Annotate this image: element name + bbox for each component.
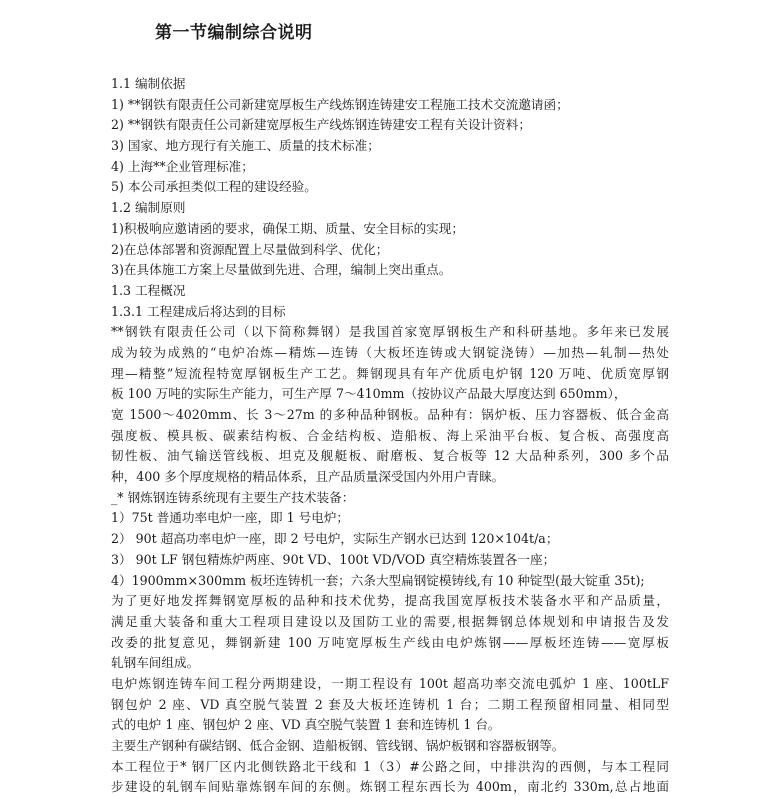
paragraph-line: 种，400 多个厚度规格的精品体系，且产品质量深受国内外用户青睐。 <box>111 469 505 485</box>
principle-item-1: 1)积极响应邀请函的要求，确保工期、质量、安全目标的实现； <box>111 220 464 236</box>
document-body <box>111 74 669 798</box>
paragraph-line: 步建设的轧钢车间贴靠炼钢车间的东侧。炼钢工程东西长为 400m，南北约 330m,总占地面 <box>111 779 669 795</box>
paragraph-line: 本工程位于* 钢厂区内北侧铁路北干线和 1（3）#公路之间，中排洪沟的西侧，与本工程同 <box>111 758 669 774</box>
basis-item-2: 2) **钢铁有限责任公司新建宽厚板生产线炼钢连铸建安工程有关设计资料； <box>111 117 531 133</box>
principle-item-2: 2)在总体部署和资源配置上尽量做到科学、优化； <box>111 241 389 257</box>
paragraph-line: 成为较为成熟的“电炉冶炼—精炼—连铸（大板坯连铸或大钢锭浇铸）—加热—轧制—热处 <box>111 344 669 360</box>
paragraph-line: 式的电炉 1 座、钢包炉 2 座、VD 真空脱气装置 1 套和连铸机 1 台。 <box>111 717 501 733</box>
basis-item-3: 3) 国家、地方现行有关施工、质量的技术标准； <box>111 138 380 154</box>
paragraph-line: 主要生产钢种有碳结钢、低合金钢、造船板钢、管线钢、锅炉板钢和容器板钢等。 <box>111 738 565 753</box>
paragraph-line: 韧性板、油气输送管线板、坦克及舰艇板、耐磨板、复合板等 12 大品种系列，300 多个品 <box>111 448 669 464</box>
paragraph-line: 理—精整”短流程特宽厚钢板生产工艺。舞钢现具有年产优质电炉钢 120 万吨、优质宽厚钢 <box>111 365 669 381</box>
principle-item-3: 3)在具体施工方案上尽量做到先进、合理，编制上突出重点。 <box>111 262 452 278</box>
equipment-item-2: 2） 90t 超高功率电炉一座，即 2 号电炉，实际生产钢水已达到 120×104t/a； <box>111 531 559 547</box>
paragraph-line: 钢包炉 2 座、VD 真空脱气装置 2 套及大板坯连铸机 1 台；二期工程预留相同量、相同型 <box>111 696 669 712</box>
paragraph-line: 轧钢车间组成。 <box>111 655 200 671</box>
section-heading-1-1: 1.1 编制依据 <box>111 76 186 91</box>
basis-item-4: 4) 上海**企业管理标准； <box>111 158 254 174</box>
paragraph-line: 板 100 万吨的实际生产能力，可生产厚 7～410mm（按协议产品最大厚度达到 650mm）， <box>111 386 627 402</box>
basis-item-5: 5) 本公司承担类似工程的建设经验。 <box>111 179 317 195</box>
basis-item-1: 1) **钢铁有限责任公司新建宽厚板生产线炼钢连铸建安工程施工技术交流邀请函； <box>111 96 569 112</box>
paragraph-line: 满足重大装备和重大工程项目建设以及国防工业的需要,根据舞钢总体规划和申请报告及发 <box>111 613 669 629</box>
equipment-item-4: 4）1900mm×300mm 板坯连铸机一套；六条大型扁钢锭模铸线,有 10 种锭型(最大锭重 35t); <box>111 572 645 588</box>
paragraph-line: 强度板、模具板、碳素结构板、合金结构板、造船板、海上采油平台板、复合板、高强度高 <box>111 427 669 443</box>
equipment-heading: _* 钢炼钢连铸系统现有主要生产技术装备： <box>111 489 355 505</box>
paragraph-line: 电炉炼钢连铸车间工程分两期建设，一期工程设有 100t 超高功率交流电弧炉 1 座、100tLF <box>111 675 669 691</box>
paragraph-line: 改委的批复意见，舞钢新建 100 万吨宽厚板生产线由电炉炼钢——厚板坯连铸——宽厚板 <box>111 634 669 650</box>
paragraph-line: 为了更好地发挥舞钢宽厚板的品种和技术优势，提高我国宽厚板技术装备水平和产品质量， <box>111 593 669 609</box>
subsection-heading-1-3-1: 1.3.1 工程建成后将达到的目标 <box>111 303 286 319</box>
equipment-item-1: 1）75t 普通功率电炉一座，即 1 号电炉； <box>111 510 350 526</box>
equipment-item-3: 3） 90t LF 钢包精炼炉两座、90t VD、100t VD/VOD 真空精炼装置各一座； <box>111 551 556 567</box>
section-heading-1-2: 1.2 编制原则 <box>111 200 186 216</box>
paragraph-line: **钢铁有限责任公司（以下简称舞钢）是我国首家宽厚钢板生产和科研基地。多年来已发展 <box>111 324 669 340</box>
paragraph-line: 宽 1500～4020mm、长 3～27m 的多种品种钢板。品种有：锅炉板、压力容器板、低合金高 <box>111 407 669 422</box>
section-heading-1-3: 1.3 工程概况 <box>111 282 186 298</box>
page-title: 第一节编制综合说明 <box>155 23 313 43</box>
